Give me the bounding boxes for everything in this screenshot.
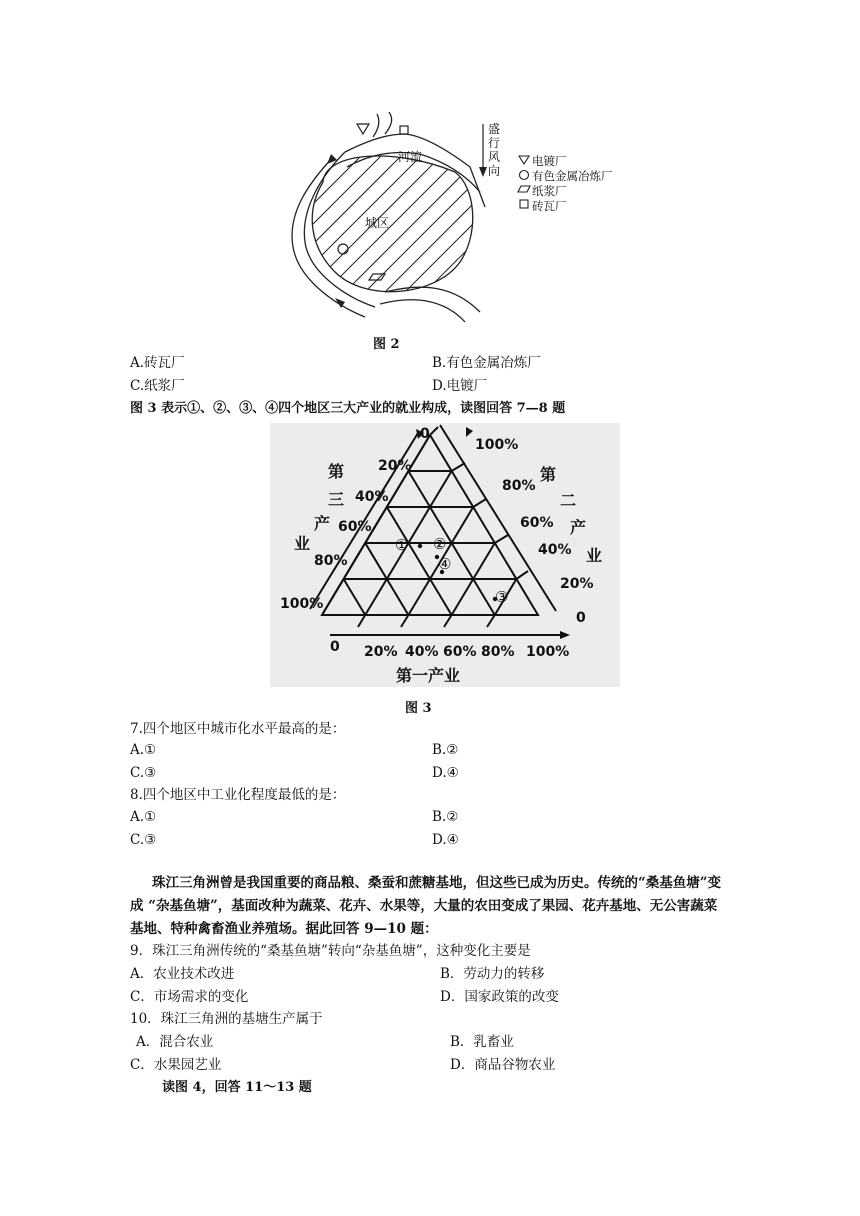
legend-brick-factory: 砖瓦厂 xyxy=(532,199,567,213)
left-tick-40: 40% xyxy=(355,489,389,505)
right-tick-40: 40% xyxy=(538,542,572,558)
q6-option-a: A.砖瓦厂 xyxy=(130,355,185,371)
legend-electroplating: 电镀厂 xyxy=(532,154,567,168)
q6-option-d: D.电镀厂 xyxy=(432,378,488,394)
q8-option-d: D.④ xyxy=(432,832,459,848)
q7-option-a: A.① xyxy=(130,742,157,758)
right-tick-60: 60% xyxy=(520,515,554,531)
right-tick-0: 0 xyxy=(576,610,586,626)
left-axis-title-2: 三 xyxy=(328,490,345,509)
q9-option-b: B．劳动力的转移 xyxy=(440,966,545,982)
bottom-tick-20: 20% xyxy=(364,644,398,660)
q6-option-c: C.纸浆厂 xyxy=(130,378,185,394)
bottom-tick-100: 100% xyxy=(526,644,570,660)
right-tick-20: 20% xyxy=(560,576,594,592)
left-tick-80: 80% xyxy=(314,553,348,569)
right-axis-title-4: 业 xyxy=(586,546,603,565)
square-icon xyxy=(400,126,408,134)
right-axis-title-3: 产 xyxy=(570,518,587,537)
right-tick-80: 80% xyxy=(502,478,536,494)
city-label: 城区 xyxy=(365,216,390,230)
q10-option-d: D．商品谷物农业 xyxy=(450,1057,556,1073)
bottom-tick-0: 0 xyxy=(330,639,340,655)
q7-option-d: D.④ xyxy=(432,765,459,781)
circle-icon xyxy=(338,244,348,254)
q7-option-c: C.③ xyxy=(130,765,157,781)
figure-2-map xyxy=(285,112,645,327)
q9-stem: 9．珠江三角洲传统的“桑基鱼塘”转向“杂基鱼塘”，这种变化主要是 xyxy=(130,943,531,959)
q7-option-b: B.② xyxy=(432,742,459,758)
bottom-axis-title: 第一产业 xyxy=(396,666,461,685)
legend-paper-mill: 纸浆厂 xyxy=(532,184,567,198)
right-tick-100: 100% xyxy=(475,437,519,453)
bottom-tick-60: 60% xyxy=(443,644,477,660)
left-tick-20: 20% xyxy=(378,458,412,474)
point-3-label: ③ xyxy=(495,588,509,606)
point-4-label: ④ xyxy=(438,555,452,573)
prevailing-wind-label: 盛行风向 xyxy=(488,122,501,178)
bottom-tick-40: 40% xyxy=(405,644,439,660)
figure-2-caption: 图 2 xyxy=(373,337,400,352)
left-axis-title-3: 产 xyxy=(314,514,331,533)
figure-3 xyxy=(270,423,620,687)
point-1-label: ① xyxy=(395,536,409,554)
q9-option-d: D．国家政策的改变 xyxy=(440,989,559,1005)
legend-metal-smelting: 有色金属冶炼厂 xyxy=(532,169,613,183)
q7-stem: 7.四个地区中城市化水平最高的是： xyxy=(130,721,346,737)
point-2-label: ② xyxy=(433,535,447,553)
right-axis-title-2: 二 xyxy=(560,491,577,510)
q9-option-c: C．市场需求的变化 xyxy=(130,989,249,1005)
right-axis-title-1: 第 xyxy=(540,465,557,484)
q10-stem: 10．珠江三角洲的基塘生产属于 xyxy=(130,1011,323,1027)
figure-3-intro: 图 3 表示①、②、③、④四个地区三大产业的就业构成，读图回答 7—8 题 xyxy=(130,401,566,416)
river-label: 河流 xyxy=(398,150,423,164)
left-tick-0: 0 xyxy=(420,426,430,442)
q9-option-a: A．农业技术改进 xyxy=(130,966,235,982)
q8-stem: 8.四个地区中工业化程度最低的是： xyxy=(130,787,346,803)
left-axis-title-1: 第 xyxy=(328,462,345,481)
passage-pearl-river-delta: 珠江三角洲曾是我国重要的商品粮、桑蚕和蔗糖基地，但这些已成为历史。传统的“桑基鱼塘”变成 “杂基鱼塘”，基面改种为蔬菜、花卉、水果等，大量的农田变成了果园、花卉基地、无公害蔬菜基地、特种禽畜渔业养殖场。据此回答 9—10 题： xyxy=(130,875,722,937)
figure-3-caption: 图 3 xyxy=(405,701,432,716)
left-axis-title-4: 业 xyxy=(294,534,311,553)
q8-option-a: A.① xyxy=(130,809,157,825)
left-tick-100: 100% xyxy=(280,596,324,612)
left-tick-60: 60% xyxy=(338,519,372,535)
figure-2 xyxy=(285,112,645,327)
q8-option-b: B.② xyxy=(432,809,459,825)
triangle-down-icon xyxy=(357,124,369,134)
q10-option-a: A．混合农业 xyxy=(136,1034,214,1050)
bottom-tick-80: 80% xyxy=(481,644,515,660)
q10-option-c: C．水果园艺业 xyxy=(130,1057,222,1073)
point-1-dot xyxy=(418,544,422,548)
q8-option-c: C.③ xyxy=(130,832,157,848)
figure-4-intro: 读图 4，回答 11～13 题 xyxy=(162,1080,312,1095)
q6-option-b: B.有色金属冶炼厂 xyxy=(432,355,541,371)
q10-option-b: B．乳畜业 xyxy=(450,1034,514,1050)
